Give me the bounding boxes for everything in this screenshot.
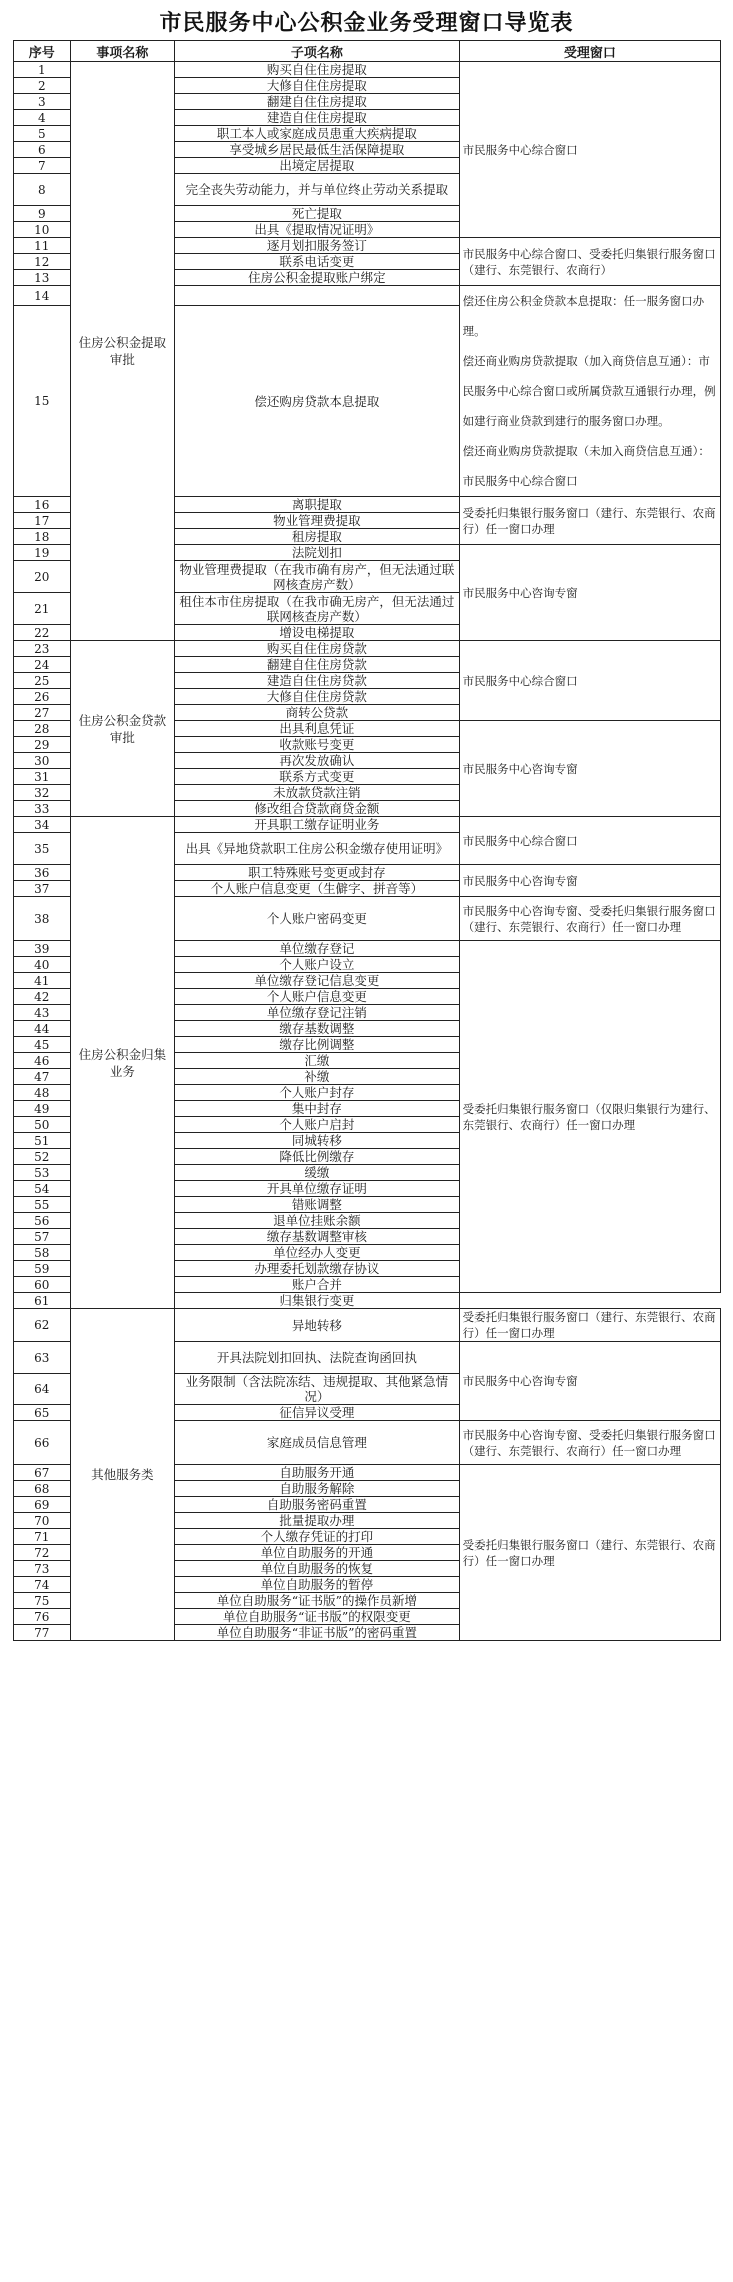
- row-number: 50: [14, 1117, 71, 1133]
- row-number: 62: [14, 1309, 71, 1342]
- row-number: 59: [14, 1261, 71, 1277]
- row-number: 66: [14, 1421, 71, 1465]
- row-number: 17: [14, 513, 71, 529]
- sub-item: 自助服务密码重置: [175, 1497, 460, 1513]
- sub-item: 出具《异地贷款职工住房公积金缴存使用证明》: [175, 833, 460, 865]
- sub-item: 住房公积金提取账户绑定: [175, 270, 460, 286]
- sub-item: 业务限制（含法院冻结、违规提取、其他紧急情况）: [175, 1374, 460, 1405]
- sub-item: 个人缴存凭证的打印: [175, 1529, 460, 1545]
- header-num: 序号: [14, 41, 71, 62]
- row-number: 20: [14, 561, 71, 593]
- row-number: 26: [14, 689, 71, 705]
- sub-item: 集中封存: [175, 1101, 460, 1117]
- sub-item: 个人账户信息变更（生僻字、拼音等）: [175, 881, 460, 897]
- sub-item: 降低比例缴存: [175, 1149, 460, 1165]
- sub-item: 退单位挂账余额: [175, 1213, 460, 1229]
- row-number: 2: [14, 78, 71, 94]
- sub-item: 单位缴存登记: [175, 941, 460, 957]
- service-window: 市民服务中心咨询专窗: [459, 545, 720, 641]
- row-number: 32: [14, 785, 71, 801]
- table-row: [14, 62, 721, 78]
- sub-item: 开具单位缴存证明: [175, 1181, 460, 1197]
- sub-item: 补缴: [175, 1069, 460, 1085]
- sub-item: 同城转移: [175, 1133, 460, 1149]
- row-number: 28: [14, 721, 71, 737]
- sub-item: 职工本人或家庭成员患重大疾病提取: [175, 126, 460, 142]
- sub-item: 租住本市住房提取（在我市确无房产，但无法通过联网核查房产数）: [175, 593, 460, 625]
- sub-item: 家庭成员信息管理: [175, 1421, 460, 1465]
- row-number: 18: [14, 529, 71, 545]
- row-number: 76: [14, 1609, 71, 1625]
- category-loan: 住房公积金贷款审批: [70, 641, 175, 817]
- sub-item: 大修自住住房贷款: [175, 689, 460, 705]
- row-number: 49: [14, 1101, 71, 1117]
- row-number: 14: [14, 286, 71, 306]
- row-number: 21: [14, 593, 71, 625]
- row-number: 65: [14, 1405, 71, 1421]
- sub-item: 离职提取: [175, 497, 460, 513]
- sub-item: 单位自助服务的恢复: [175, 1561, 460, 1577]
- row-number: 11: [14, 238, 71, 254]
- sub-item: 租房提取: [175, 529, 460, 545]
- sub-item: 收款账号变更: [175, 737, 460, 753]
- row-number: 56: [14, 1213, 71, 1229]
- sub-item: 商转公贷款: [175, 705, 460, 721]
- guide-table: [13, 40, 721, 1641]
- service-window: 受委托归集银行服务窗口（建行、东莞银行、农商行）任一窗口办理: [459, 497, 720, 545]
- sub-item: 物业管理费提取（在我市确有房产，但无法通过联网核查房产数）: [175, 561, 460, 593]
- window-note: 偿还商业购房贷款提取（未加入商贷信息互通）：市民服务中心综合窗口: [462, 444, 710, 488]
- sub-item: 缓缴: [175, 1165, 460, 1181]
- service-window: 市民服务中心咨询专窗: [459, 1342, 720, 1421]
- window-note: 偿还商业购房贷款提取（加入商贷信息互通）：市民服务中心综合窗口或所属贷款互通银行办理，例如建行商业贷款到建行的服务窗口办理。: [462, 354, 716, 428]
- row-number: 42: [14, 989, 71, 1005]
- row-number: 1: [14, 62, 71, 78]
- row-number: 54: [14, 1181, 71, 1197]
- header-category: 事项名称: [70, 41, 175, 62]
- row-number: 3: [14, 94, 71, 110]
- row-number: 7: [14, 158, 71, 174]
- sub-item: 享受城乡居民最低生活保障提取: [175, 142, 460, 158]
- row-number: 64: [14, 1374, 71, 1405]
- header-item: 子项名称: [175, 41, 460, 62]
- row-number: 52: [14, 1149, 71, 1165]
- sub-item: 单位缴存登记信息变更: [175, 973, 460, 989]
- sub-item: 办理委托划款缴存协议: [175, 1261, 460, 1277]
- row-number: 60: [14, 1277, 71, 1293]
- row-number: 30: [14, 753, 71, 769]
- sub-item: 自助服务开通: [175, 1465, 460, 1481]
- row-number: 35: [14, 833, 71, 865]
- table-header-row: [14, 41, 721, 62]
- row-number: 36: [14, 865, 71, 881]
- sub-item: 个人账户信息变更: [175, 989, 460, 1005]
- sub-item: 征信异议受理: [175, 1405, 460, 1421]
- row-number: 75: [14, 1593, 71, 1609]
- service-window: 市民服务中心咨询专窗、受委托归集银行服务窗口（建行、东莞银行、农商行）任一窗口办理: [459, 897, 720, 941]
- sub-item: 再次发放确认: [175, 753, 460, 769]
- row-number: 46: [14, 1053, 71, 1069]
- row-number: 40: [14, 957, 71, 973]
- row-number: 34: [14, 817, 71, 833]
- row-number: 45: [14, 1037, 71, 1053]
- sub-item: 偿还购房贷款本息提取: [175, 306, 460, 497]
- sub-item: 死亡提取: [175, 206, 460, 222]
- row-number: 9: [14, 206, 71, 222]
- row-number: 58: [14, 1245, 71, 1261]
- service-window: 受委托归集银行服务窗口（建行、东莞银行、农商行）任一窗口办理: [459, 1309, 720, 1342]
- row-number: 25: [14, 673, 71, 689]
- row-number: 55: [14, 1197, 71, 1213]
- sub-item: 物业管理费提取: [175, 513, 460, 529]
- sub-item: 修改组合贷款商贷金额: [175, 801, 460, 817]
- sub-item: 购买自住住房提取: [175, 62, 460, 78]
- sub-item: 归集银行变更: [175, 1293, 460, 1309]
- service-window: 市民服务中心咨询专窗、受委托归集银行服务窗口（建行、东莞银行、农商行）任一窗口办理: [459, 1421, 720, 1465]
- row-number: 67: [14, 1465, 71, 1481]
- sub-item: 单位经办人变更: [175, 1245, 460, 1261]
- sub-item: [175, 286, 460, 306]
- sub-item: 联系方式变更: [175, 769, 460, 785]
- sub-item: 逐月划扣服务签订: [175, 238, 460, 254]
- page-title: 市民服务中心公积金业务受理窗口导览表: [159, 10, 574, 36]
- sub-item: 单位自助服务“证书版”的操作员新增: [175, 1593, 460, 1609]
- sub-item: 出具《提取情况证明》: [175, 222, 460, 238]
- sub-item: 出境定居提取: [175, 158, 460, 174]
- row-number: 33: [14, 801, 71, 817]
- row-number: 48: [14, 1085, 71, 1101]
- row-number: 8: [14, 174, 71, 206]
- row-number: 72: [14, 1545, 71, 1561]
- row-number: 13: [14, 270, 71, 286]
- sub-item: 错账调整: [175, 1197, 460, 1213]
- sub-item: 异地转移: [175, 1309, 460, 1342]
- sub-item: 完全丧失劳动能力，并与单位终止劳动关系提取: [175, 174, 460, 206]
- row-number: 73: [14, 1561, 71, 1577]
- row-number: 74: [14, 1577, 71, 1593]
- row-number: 39: [14, 941, 71, 957]
- row-number: 15: [14, 306, 71, 497]
- sub-item: 开具法院划扣回执、法院查询函回执: [175, 1342, 460, 1374]
- service-window: 市民服务中心综合窗口、受委托归集银行服务窗口（建行、东莞银行、农商行）: [459, 238, 720, 286]
- sub-item: 个人账户密码变更: [175, 897, 460, 941]
- sub-item: 单位自助服务“非证书版”的密码重置: [175, 1625, 460, 1641]
- header-window: 受理窗口: [459, 41, 720, 62]
- sub-item: 出具利息凭证: [175, 721, 460, 737]
- row-number: 4: [14, 110, 71, 126]
- sub-item: 单位缴存登记注销: [175, 1005, 460, 1021]
- service-window: 市民服务中心综合窗口: [459, 641, 720, 721]
- sub-item: 单位自助服务的暂停: [175, 1577, 460, 1593]
- row-number: 12: [14, 254, 71, 270]
- row-number: 38: [14, 897, 71, 941]
- sub-item: 建造自住住房提取: [175, 110, 460, 126]
- row-number: 23: [14, 641, 71, 657]
- row-number: 51: [14, 1133, 71, 1149]
- sub-item: 个人账户设立: [175, 957, 460, 973]
- service-window: 市民服务中心咨询专窗: [459, 721, 720, 817]
- row-number: 61: [14, 1293, 71, 1309]
- sub-item: 单位自助服务的开通: [175, 1545, 460, 1561]
- table-row: [14, 817, 721, 833]
- sub-item: 缴存基数调整: [175, 1021, 460, 1037]
- sub-item: 缴存比例调整: [175, 1037, 460, 1053]
- sub-item: 账户合并: [175, 1277, 460, 1293]
- row-number: 63: [14, 1342, 71, 1374]
- row-number: 53: [14, 1165, 71, 1181]
- row-number: 22: [14, 625, 71, 641]
- sub-item: 建造自住住房贷款: [175, 673, 460, 689]
- sub-item: 联系电话变更: [175, 254, 460, 270]
- row-number: 29: [14, 737, 71, 753]
- sub-item: 批量提取办理: [175, 1513, 460, 1529]
- sub-item: 大修自住住房提取: [175, 78, 460, 94]
- sub-item: 增设电梯提取: [175, 625, 460, 641]
- row-number: 47: [14, 1069, 71, 1085]
- service-window: [459, 286, 720, 497]
- table-row: [14, 1309, 721, 1342]
- service-window: 市民服务中心咨询专窗: [459, 865, 720, 897]
- row-number: 77: [14, 1625, 71, 1641]
- sub-item: 法院划扣: [175, 545, 460, 561]
- row-number: 31: [14, 769, 71, 785]
- service-window: 市民服务中心综合窗口: [459, 62, 720, 238]
- window-note: 偿还住房公积金贷款本息提取：任一服务窗口办理。: [462, 294, 705, 338]
- service-window: 市民服务中心综合窗口: [459, 817, 720, 865]
- sub-item: 购买自住住房贷款: [175, 641, 460, 657]
- category-collect: 住房公积金归集业务: [70, 817, 175, 1309]
- sub-item: 个人账户封存: [175, 1085, 460, 1101]
- service-window: 受委托归集银行服务窗口（仅限归集银行为建行、东莞银行、农商行）任一窗口办理: [459, 941, 720, 1293]
- sub-item: 个人账户启封: [175, 1117, 460, 1133]
- sub-item: 翻建自住住房贷款: [175, 657, 460, 673]
- sub-item: 翻建自住住房提取: [175, 94, 460, 110]
- row-number: 41: [14, 973, 71, 989]
- service-window: 受委托归集银行服务窗口（建行、东莞银行、农商行）任一窗口办理: [459, 1465, 720, 1641]
- category-withdraw: 住房公积金提取审批: [70, 62, 175, 641]
- row-number: 71: [14, 1529, 71, 1545]
- sub-item: 单位自助服务“证书版”的权限变更: [175, 1609, 460, 1625]
- row-number: 27: [14, 705, 71, 721]
- row-number: 68: [14, 1481, 71, 1497]
- row-number: 6: [14, 142, 71, 158]
- row-number: 44: [14, 1021, 71, 1037]
- row-number: 16: [14, 497, 71, 513]
- row-number: 57: [14, 1229, 71, 1245]
- row-number: 69: [14, 1497, 71, 1513]
- category-other: 其他服务类: [70, 1309, 175, 1641]
- sub-item: 自助服务解除: [175, 1481, 460, 1497]
- row-number: 5: [14, 126, 71, 142]
- sub-item: 未放款贷款注销: [175, 785, 460, 801]
- row-number: 24: [14, 657, 71, 673]
- table-row: [14, 641, 721, 657]
- row-number: 37: [14, 881, 71, 897]
- row-number: 70: [14, 1513, 71, 1529]
- sub-item: 职工特殊账号变更或封存: [175, 865, 460, 881]
- row-number: 43: [14, 1005, 71, 1021]
- row-number: 19: [14, 545, 71, 561]
- sub-item: 开具职工缴存证明业务: [175, 817, 460, 833]
- sub-item: 缴存基数调整审核: [175, 1229, 460, 1245]
- row-number: 10: [14, 222, 71, 238]
- sub-item: 汇缴: [175, 1053, 460, 1069]
